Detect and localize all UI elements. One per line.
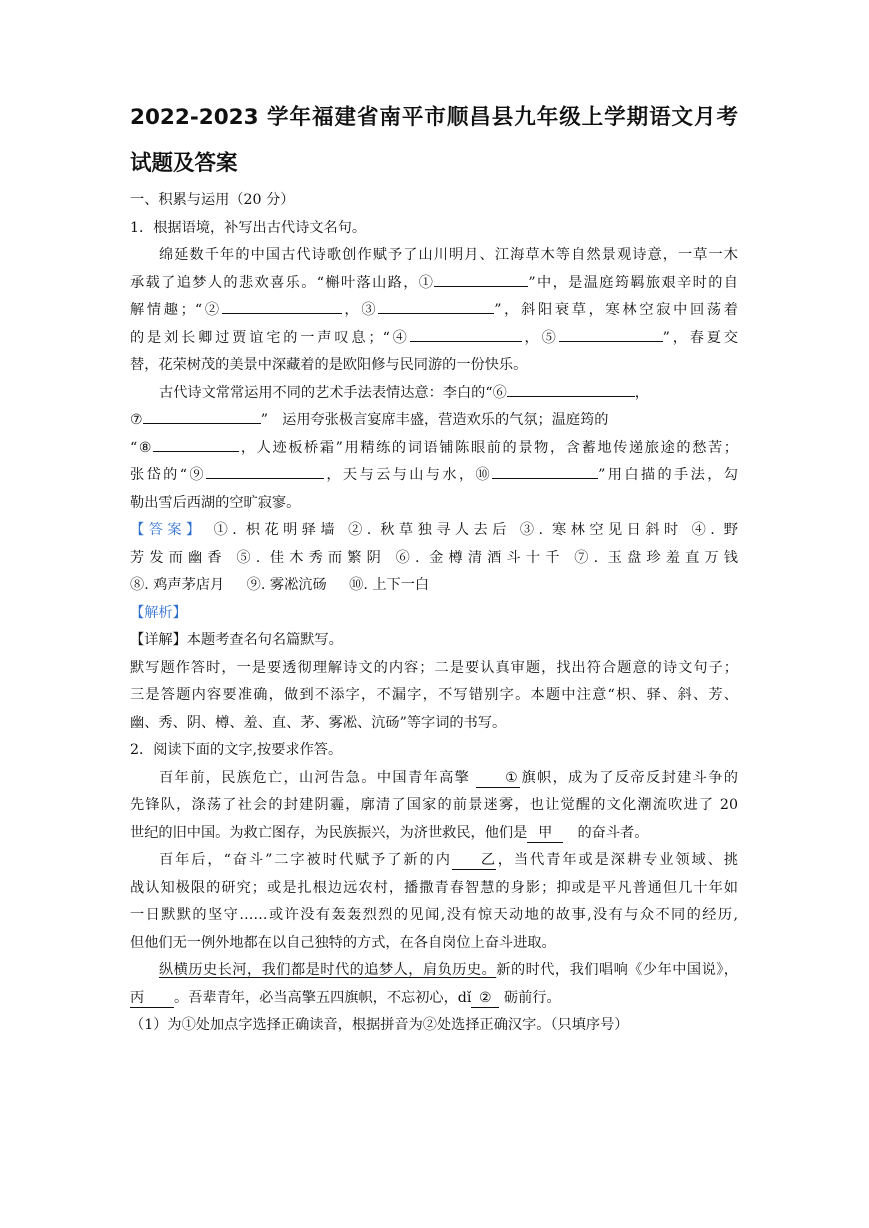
- answer-blank: [143, 423, 261, 424]
- q2-para3-line1: [130, 957, 738, 985]
- text-run: 绵延数千年的中国古代诗歌创作赋予了山川明月、江海草木等自然景观诗意，一草一木: [159, 247, 738, 263]
- answer-blank: [378, 313, 494, 314]
- q1-para2-line2: [130, 407, 738, 435]
- blank-1: ①: [476, 769, 520, 788]
- q1-para1-line2: [130, 270, 738, 298]
- document-title: [130, 95, 738, 187]
- answer-row-3: [130, 572, 738, 600]
- text-run: ”用白描的手法，勾: [598, 467, 738, 483]
- q2-para2-line3: [130, 902, 738, 930]
- text-run: ①. 枳花明驿墙: [213, 522, 340, 538]
- detail-line: 【详解】本题考查名句名篇默写。: [130, 632, 343, 648]
- title-line-2: 试题及答案: [130, 151, 238, 176]
- text-run: 砺前行。: [503, 989, 561, 1006]
- title-line-1: 2022-2023 学年福建省南平市顺昌县九年级上学期语文月考: [130, 105, 738, 130]
- answer-blank: [507, 396, 635, 397]
- text-run: 但他们无一例外地都在以自己独特的方式，在各自岗位上奋斗进取。: [130, 934, 556, 951]
- answer-blank: [434, 286, 528, 287]
- blank-bing: 丙: [130, 989, 174, 1008]
- answer-blank: [153, 451, 239, 452]
- text-run: 替，花荣树茂的美景中深藏着的是欧阳修与民同游的一份快乐。: [130, 357, 528, 373]
- text-run: 世纪的旧中国。为救亡图存，为民族振兴，为济世救民，他们是: [130, 824, 528, 841]
- text-run: ”，春夏交: [662, 329, 738, 346]
- text-run: ，⑤: [521, 329, 559, 346]
- text-run: 一日默默的坚守……或许没有轰轰烈烈的见闻,没有惊天动地的故事,没有与众不同的经历,: [130, 907, 738, 923]
- text-run: ⑦: [130, 412, 143, 428]
- q2-para2-line2: [130, 875, 738, 903]
- analysis-tag: 【解析】: [130, 604, 187, 621]
- text-run: 承载了追梦人的悲欢喜乐。“槲叶落山路，①: [130, 274, 435, 291]
- text-run: 新的时代，我们唱响《少年中国说》，: [496, 962, 738, 978]
- q2-para1-line1: [130, 765, 738, 793]
- text-run: ，③: [341, 302, 379, 318]
- section-heading: 一、积累与运用（20 分）: [130, 192, 295, 208]
- explanation-line-3: 幽、秀、阴、樽、羞、直、茅、雾凇、沆砀”等字词的书写。: [130, 714, 507, 731]
- underlined-sentence: 纵横历史长河，我们都是时代的追梦人，肩负历史。: [159, 962, 497, 978]
- text-run: 百年后，“奋斗”二字被时代赋予了新的内: [159, 852, 452, 868]
- text-run: 解情趣；“②: [130, 302, 222, 318]
- q1-para2-line5: [130, 490, 738, 518]
- text-run: 芳发而幽香: [130, 549, 227, 566]
- blank-jia: 甲: [527, 824, 563, 843]
- text-run: 。吾辈青年，必当高擎五四旗帜，不忘初心，dǐ: [174, 989, 472, 1006]
- text-run: 古代诗文常常运用不同的艺术手法表情达意：李白的“⑥: [159, 384, 507, 401]
- text-run: ”，斜阳衰草，寒林空寂中回荡着: [494, 302, 738, 318]
- text-run: ，当代青年或是深耕专业领域、挑: [495, 852, 738, 868]
- text-run: ，人迹板桥霜”用精练的词语铺陈眼前的景物，含蓄地传递旅途的愁苦；: [239, 439, 738, 456]
- q2-sub-question-1: （1）为①处加点字选择正确读音，根据拼音为②处选择正确汉字。（只填序号）: [130, 1017, 629, 1033]
- text-run: ④. 野: [691, 522, 738, 538]
- answer-blank: [492, 478, 598, 479]
- answer-blank: [559, 341, 663, 342]
- answer-tag: 【答案】: [130, 522, 205, 538]
- q2-para3-line2: [130, 985, 738, 1013]
- text-run: ②. 秋草独寻人去后: [348, 522, 511, 538]
- blank-2: ②: [471, 989, 499, 1008]
- explanation-line-1: 默写题作答时，一是要透彻理解诗文的内容；二是要认真审题，找出符合题意的诗文句子；: [130, 659, 738, 676]
- text-run: ⑧. 鸡声茅店月: [130, 577, 225, 593]
- explanation-line-2: 三是答题内容要准确，做到不添字，不漏字，不写错别字。本题中注意“枳、驿、斜、芳、: [130, 687, 738, 703]
- q1-para2-line4: [130, 462, 738, 490]
- text-run: ，天与云与山与水，⑩: [323, 467, 493, 483]
- answer-blank: [222, 313, 342, 314]
- q2-para2-line4: [130, 930, 738, 958]
- question-2-stem: 2．阅读下面的文字,按要求作答。: [130, 742, 343, 758]
- text-run: 战认知极限的研究；或是扎根边远农村，播撒青春智慧的身影；抑或是平凡普通但几十年如: [130, 879, 738, 896]
- text-run: ⑦. 玉盘珍羞直万钱: [574, 549, 738, 566]
- q2-para1-line3: [130, 820, 738, 848]
- text-run: 的奋斗者。: [577, 824, 649, 841]
- text-run: ⑩. 上下一白: [349, 577, 430, 593]
- q1-para1-line1: [130, 242, 738, 270]
- text-run: “⑧: [130, 439, 154, 456]
- answer-row-2: [130, 545, 738, 573]
- text-run: 先锋队，涤荡了社会的封建阴霾，廓清了国家的前景迷雾，也让觉醒的文化潮流吹进了 20: [130, 797, 738, 813]
- text-run: ⑤. 佳木秀而繁阴: [236, 549, 386, 566]
- text-run: ⑥. 金樽清酒斗十千: [395, 549, 565, 566]
- text-run: ⑨. 雾凇沆砀: [246, 577, 327, 593]
- text-run: 的是刘长卿过贾谊宅的一声叹息；“④: [130, 329, 410, 346]
- text-run: ” 运用夸张极言宴席丰盛，营造欢乐的气氛；温庭筠的: [260, 412, 609, 428]
- text-run: ③. 寒林空见日斜时: [519, 522, 683, 538]
- q1-para1-line5: [130, 352, 738, 380]
- answer-row-1: [130, 517, 738, 545]
- answer-blank: [206, 478, 324, 479]
- question-1-stem: 1．根据语境，补写出古代诗文名句。: [130, 219, 367, 236]
- q2-para1-line2: [130, 792, 738, 820]
- q1-para2-line3: [130, 435, 738, 463]
- q1-para2-line1: [130, 380, 738, 408]
- answer-blank: [410, 341, 522, 342]
- q2-para2-line1: [130, 847, 738, 875]
- text-run: ”中，是温庭筠羁旅艰辛时的自: [528, 274, 738, 291]
- text-run: ，: [634, 384, 649, 401]
- text-run: 勒出雪后西湖的空旷寂寥。: [130, 494, 301, 511]
- document-page: [130, 95, 738, 1040]
- text-run: 旗帜，成为了反帝反封建斗争的: [520, 769, 738, 786]
- q1-para1-line4: [130, 325, 738, 353]
- text-run: 张岱的“⑨: [130, 467, 206, 483]
- q1-para1-line3: [130, 297, 738, 325]
- blank-yi: 乙: [452, 851, 496, 870]
- text-run: 百年前，民族危亡，山河告急。中国青年高擎: [159, 769, 471, 786]
